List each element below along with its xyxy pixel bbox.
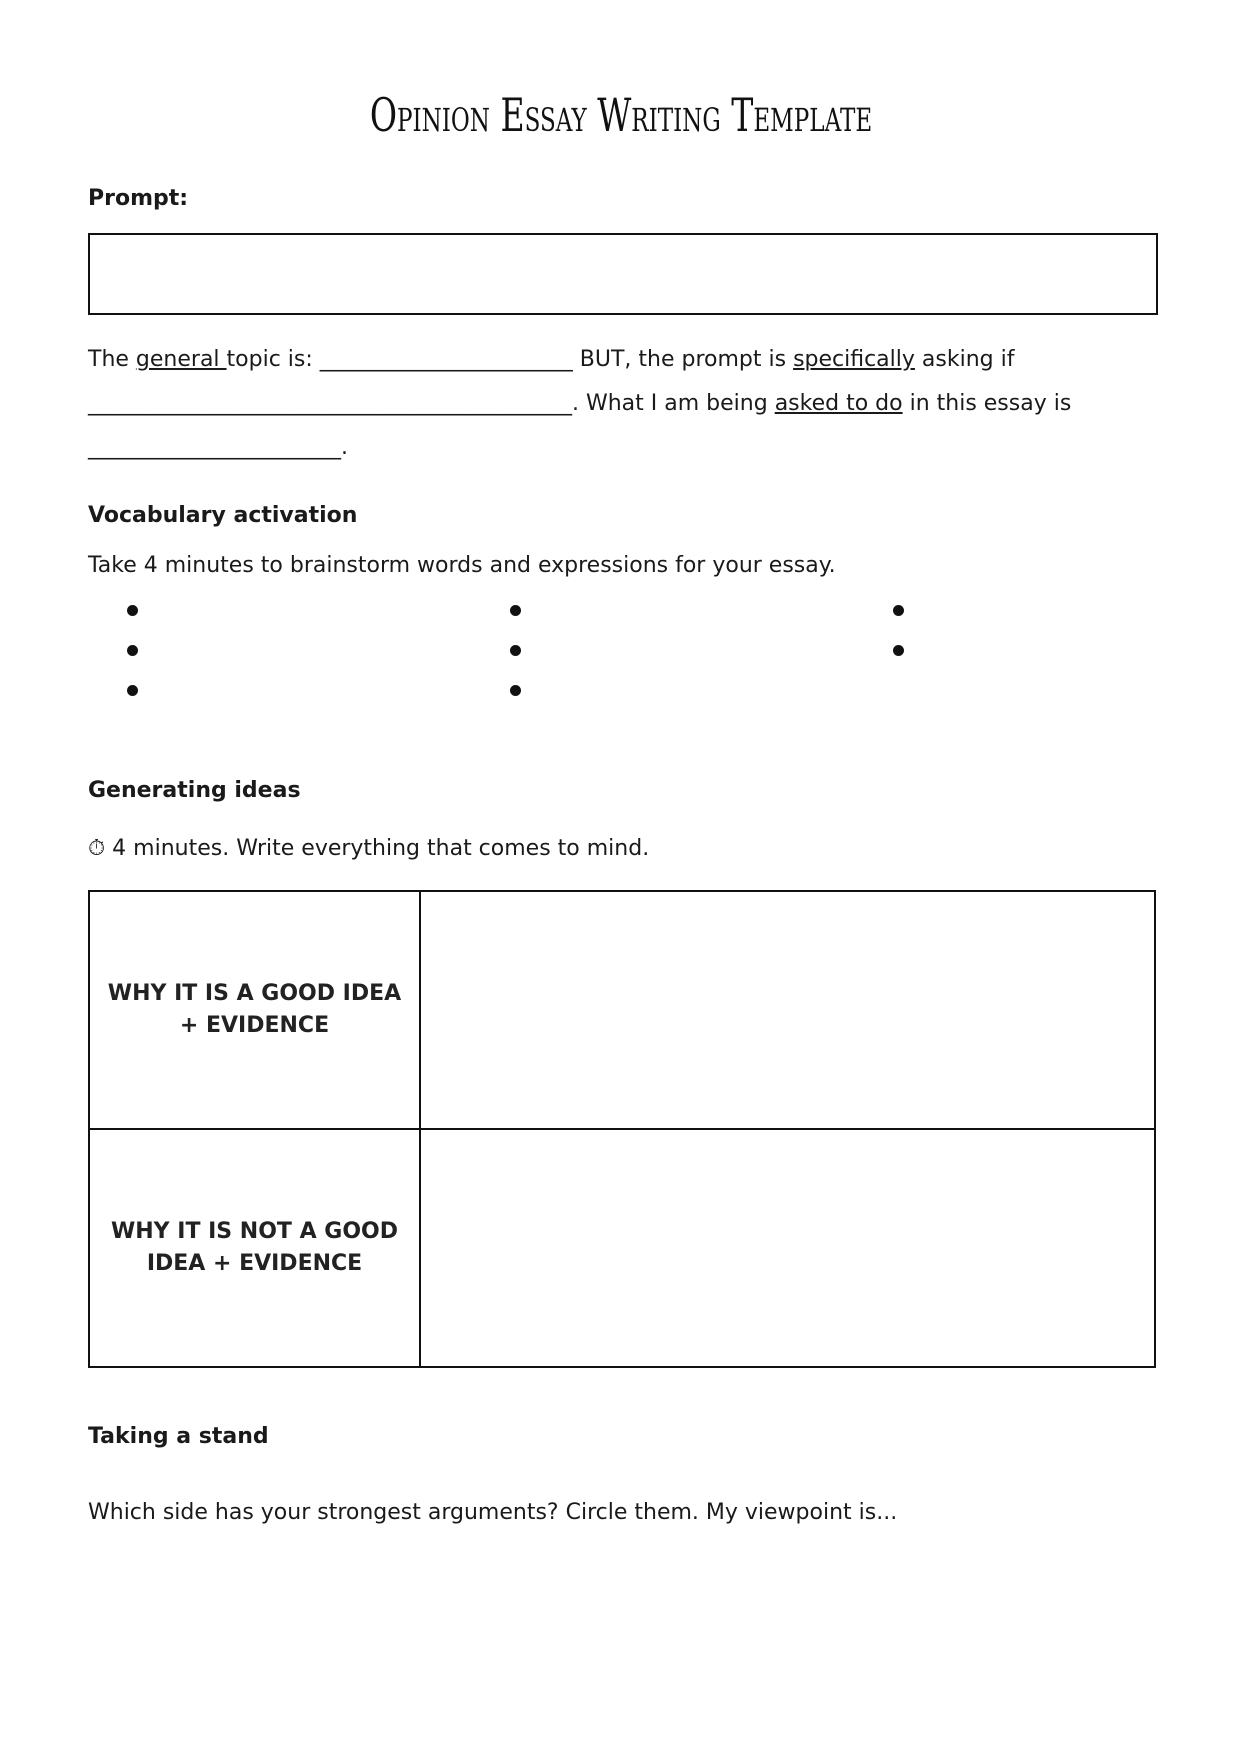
bullet-column-1: [127, 605, 138, 725]
topic-text: topic is: _______________________ BUT, the prompt is: [226, 347, 794, 372]
topic-text: asking if: [914, 347, 1015, 372]
vocabulary-instruction: Take 4 minutes to brainstorm words and expressions for your essay.: [88, 553, 836, 578]
not-good-idea-answer-cell[interactable]: [420, 1129, 1155, 1367]
topic-line-1: [88, 347, 1014, 372]
row-label-line: + EVIDENCE: [179, 1013, 330, 1038]
ideas-table: [88, 890, 1156, 1368]
bullet-point: [510, 645, 521, 656]
topic-underlined-asked-to-do: asked to do: [774, 391, 903, 416]
topic-line-3: _______________________.: [88, 435, 348, 460]
stand-question: Which side has your strongest arguments? Circle them. My viewpoint is...: [88, 1500, 898, 1525]
row-label-line: WHY IT IS NOT A GOOD: [111, 1219, 398, 1245]
row-label-line: IDEA + EVIDENCE: [146, 1251, 363, 1276]
bullet-point: [127, 605, 138, 616]
bullet-point: [127, 685, 138, 696]
ideas-heading: Generating ideas: [88, 778, 301, 803]
bullet-point: [893, 645, 904, 656]
topic-text: in this essay is: [902, 391, 1072, 416]
bullet-point: [510, 605, 521, 616]
page-title: Opinion Essay Writing Template: [369, 88, 873, 142]
bullet-point: [510, 685, 521, 696]
topic-underlined-general: general: [135, 347, 227, 372]
topic-underlined-specifically: specifically: [793, 347, 915, 372]
bullet-column-2: [510, 605, 521, 725]
good-idea-answer-cell[interactable]: [420, 891, 1155, 1129]
ideas-instruction: 4 minutes. Write everything that comes to mind.: [112, 836, 650, 861]
table-row: [89, 1129, 1155, 1367]
row-label-line: WHY IT IS A GOOD IDEA: [107, 981, 402, 1007]
good-idea-label-cell: [89, 891, 420, 1129]
stand-heading: Taking a stand: [88, 1424, 269, 1449]
ideas-instruction-row: [88, 836, 649, 861]
stopwatch-icon: ⏱: [88, 836, 106, 861]
not-good-idea-label-cell: [89, 1129, 420, 1367]
bullet-point: [127, 645, 138, 656]
bullet-column-3: [893, 605, 904, 685]
topic-text: ____________________________________________. What I am being: [88, 391, 775, 416]
bullet-point: [893, 605, 904, 616]
table-row: [89, 891, 1155, 1129]
vocabulary-heading: Vocabulary activation: [88, 503, 358, 528]
prompt-label: Prompt:: [88, 186, 189, 211]
prompt-box[interactable]: [88, 233, 1158, 315]
topic-text: The: [88, 347, 136, 372]
topic-line-2: [88, 391, 1071, 416]
